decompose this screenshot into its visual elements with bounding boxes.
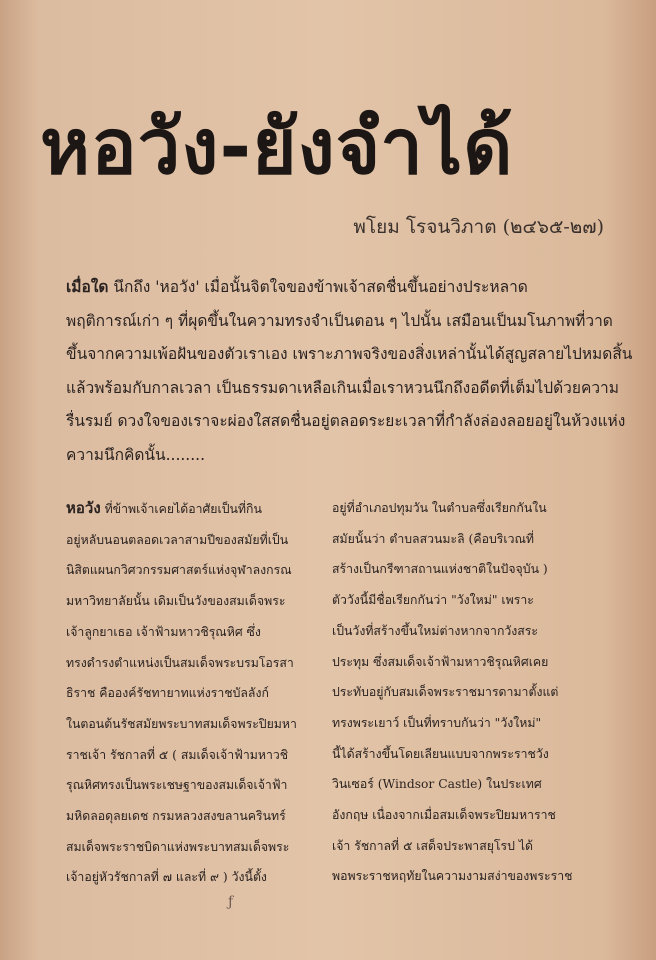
column-line: ในตอนต้นรัชสมัยพระบาทสมเด็จพระปิยมหา bbox=[66, 716, 297, 731]
intro-line: พฤติการณ์เก่า ๆ ที่ผุดขึ้นในความทรงจำเป็นตอน ๆ ไปนั้น เสมือนเป็นมโนภาพที่วาด bbox=[66, 311, 613, 330]
column-line: สมเด็จพระราชบิดาแห่งพระบาทสมเด็จพระ bbox=[66, 839, 290, 854]
intro-lead-word: เมื่อใด bbox=[66, 277, 109, 296]
column-line: รุณหิศทรงเป็นพระเชษฐาของสมเด็จเจ้าฟ้า bbox=[66, 778, 288, 793]
left-column bbox=[66, 493, 304, 893]
column-line: ประทับอยู่กับสมเด็จพระราชมารดามาตั้งแต่ bbox=[332, 685, 559, 700]
intro-line: รื่นรมย์ ดวงใจของเราจะผ่องใสสดชื่นอยู่ตลอดระยะเวลาที่กำลังล่องลอยอยู่ในห้วงแห่ง bbox=[66, 412, 626, 430]
column-line: เจ้าอยู่หัวรัชกาลที่ ๗ และที่ ๙ ) วังนี้ตั้ง bbox=[66, 870, 267, 885]
column-line: ประทุม ซึ่งสมเด็จเจ้าฟ้ามหาวชิรุณหิศเคย bbox=[332, 654, 549, 669]
intro-line: แล้วพร้อมกับกาลเวลา เป็นธรรมดาเหลือเกินเมื่อเราหวนนึกถึงอดีตที่เต็มไปด้วยความ bbox=[66, 378, 619, 397]
right-column bbox=[332, 493, 612, 892]
column-line: อังกฤษ เนื่องจากเมื่อสมเด็จพระปิยมหาราช bbox=[332, 808, 556, 823]
intro-line: ขึ้นจากความเพ้อฝันของตัวเราเอง เพราะภาพจริงของสิ่งเหล่านั้นได้สูญสลายไปหมดสิ้น bbox=[66, 345, 633, 363]
column-line: ตัววังนี้มีชื่อเรียกกันว่า "วังใหม่" เพราะ bbox=[332, 593, 534, 608]
column-line: นิสิตแผนกวิศวกรรมศาสตร์แห่งจุฬาลงกรณ bbox=[66, 563, 292, 578]
intro-line bbox=[66, 270, 606, 305]
column-line: พอพระราชหฤทัยในความงามสง่าของพระราช bbox=[332, 869, 573, 884]
column-line-text: ที่ข้าพเจ้าเคยได้อาศัยเป็นที่กิน bbox=[100, 502, 262, 516]
intro-paragraph bbox=[66, 270, 633, 472]
intro-line: ความนึกคิดนั้น........ bbox=[66, 445, 206, 464]
column-line: อยู่หลับนอนตลอดเวลาสามปีของสมัยที่เป็น bbox=[66, 532, 289, 547]
column-line: ราชเจ้า รัชกาลที่ ๕ ( สมเด็จเจ้าฟ้ามหาวชิ bbox=[66, 747, 289, 762]
page-mark: ƒ bbox=[228, 894, 234, 910]
column-line: เจ้าลูกยาเธอ เจ้าฟ้ามหาวชิรุณหิศ ซึ่ง bbox=[66, 624, 261, 639]
column-line: นี้ได้สร้างขึ้นโดยเลียนแบบจากพระราชวัง bbox=[332, 746, 549, 761]
column-line: ทรงดำรงตำแหน่งเป็นสมเด็จพระบรมโอรสา bbox=[66, 655, 294, 670]
column-line: เป็นวังที่สร้างขึ้นใหม่ต่างหากจากวังสระ bbox=[332, 623, 539, 638]
column-line: สมัยนั้นว่า ตำบลสวนมะลิ (คือบริเวณที่ bbox=[332, 531, 534, 546]
column-line: ทรงพระเยาว์ เป็นที่ทราบกันว่า "วังใหม่" bbox=[332, 715, 542, 730]
left-lead-word: หอวัง bbox=[66, 499, 101, 517]
intro-line-text: นึกถึง 'หอวัง' เมื่อนั้นจิตใจของข้าพเจ้าสดชื่นขึ้นอย่างประหลาด bbox=[108, 278, 528, 296]
column-line bbox=[66, 493, 304, 525]
article-author: พโยม โรจนวิภาต (๒๔๖๕-๒๗) bbox=[353, 216, 604, 238]
column-line: มหาวิทยาลัยนั้น เดิมเป็นวังของสมเด็จพระ bbox=[66, 594, 286, 609]
column-line: วินเซอร์ (Windsor Castle) ในประเทศ bbox=[332, 777, 542, 792]
article-title: หอวัง-ยังจำได้ bbox=[40, 102, 514, 191]
column-line: มหิดลอดุลยเดช กรมหลวงสงขลานครินทร์ bbox=[66, 809, 286, 824]
column-line: อยู่ที่อำเภอปทุมวัน ในตำบลซึ่งเรียกกันใน bbox=[332, 501, 547, 515]
column-line: สร้างเป็นกรีฑาสถานแห่งชาติในปัจจุบัน ) bbox=[332, 562, 548, 577]
column-line: เจ้า รัชกาลที่ ๕ เสด็จประพาสยุโรป ได้ bbox=[332, 838, 534, 853]
column-line: ธิราช คือองค์รัชทายาทแห่งราชบัลลังก์ bbox=[66, 686, 269, 701]
